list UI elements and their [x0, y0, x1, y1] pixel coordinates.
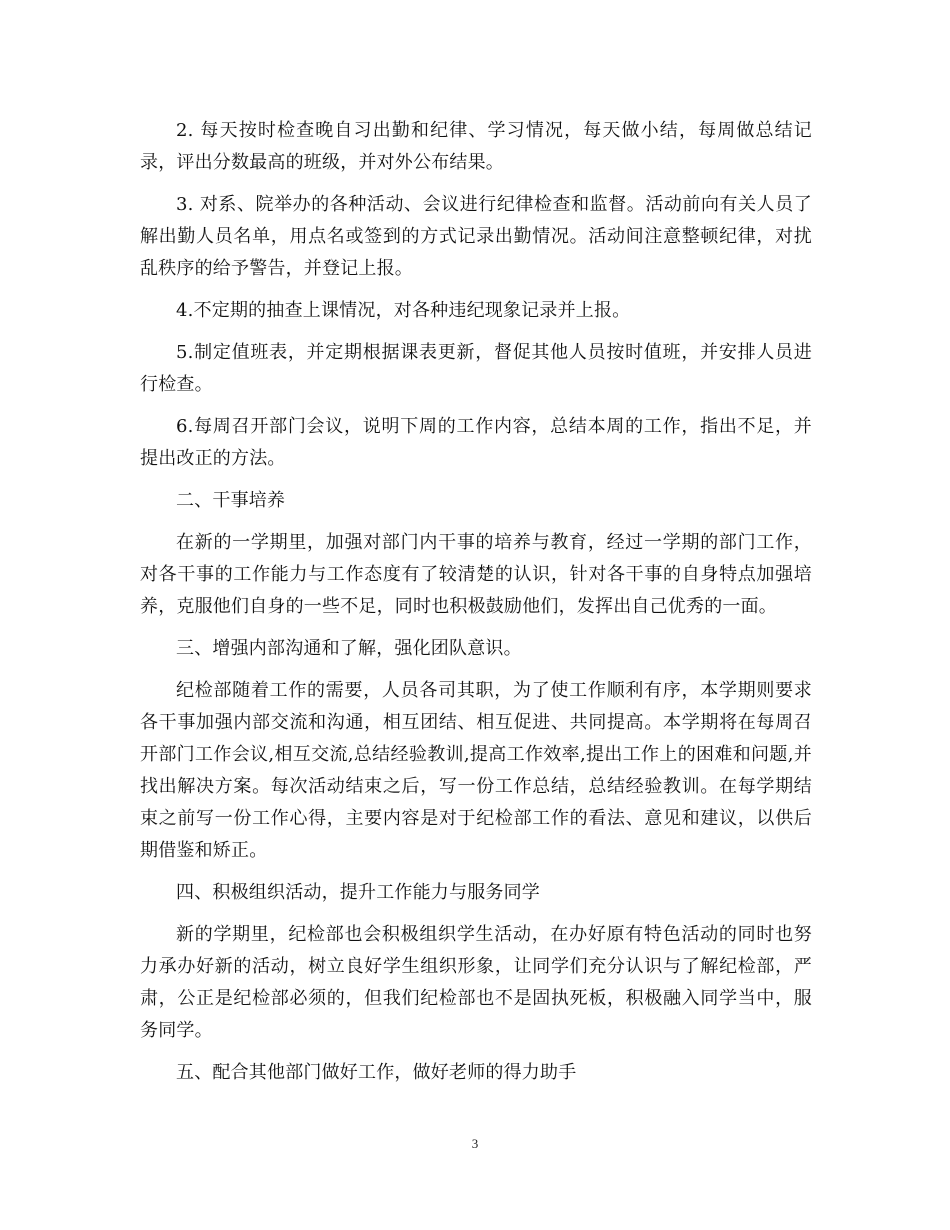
section-heading-3: 三、增强内部沟通和了解，强化团队意识。 [176, 638, 522, 659]
paragraph-item-3: 3. 对系、院举办的各种活动、会议进行纪律检查和监督。活动前向有关人员了解出勤人员名单，用点名或签到的方式记录出勤情况。活动间注意整顿纪律，对扰乱秩序的给予警告，并登记上报。 [140, 194, 812, 279]
page-number: 3 [471, 1136, 479, 1151]
paragraph-item-2: 2. 每天按时检查晚自习出勤和纪律、学习情况，每天做小结，每周做总结记录，评出分数最高的班级，并对外公布结果。 [140, 120, 812, 173]
document-body [140, 115, 812, 1099]
section-heading-4: 四、积极组织活动，提升工作能力与服务同学 [176, 882, 540, 903]
section-body-2: 在新的一学期里，加强对部门内干事的培养与教育，经过一学期的部门工作，对各干事的工作能力与工作态度有了较清楚的认识，针对各干事的自身特点加强培养，克服他们自身的一些不足，同时也积极鼓励他们，发挥出自己优秀的一面。 [140, 532, 812, 617]
section-heading-2: 二、干事培养 [176, 490, 286, 511]
paragraph-item-5: 5.制定值班表，并定期根据课表更新，督促其他人员按时值班，并安排人员进行检查。 [140, 342, 812, 395]
section-heading-5: 五、配合其他部门做好工作，做好老师的得力助手 [176, 1062, 577, 1083]
section-body-4: 新的学期里，纪检部也会积极组织学生活动，在办好原有特色活动的同时也努力承办好新的活动，树立良好学生组织形象，让同学们充分认识与了解纪检部，严肃，公正是纪检部必须的，但我们纪检部也不是固执死板，积极融入同学当中，服务同学。 [140, 924, 812, 1041]
paragraph-item-6: 6.每周召开部门会议，说明下周的工作内容，总结本周的工作，指出不足，并提出改正的方法。 [140, 416, 812, 469]
paragraph-item-4: 4.不定期的抽查上课情况，对各种违纪现象记录并上报。 [176, 300, 631, 321]
section-body-3: 纪检部随着工作的需要，人员各司其职，为了使工作顺利有序，本学期则要求各干事加强内部交流和沟通，相互团结、相互促进、共同提高。本学期将在每周召开部门工作会议,相互交流,总结经验教训,提高工作效率,提出工作上的困难和问题,并找出解决方案。每次活动结束之后，写一份工作总结，总结经验教训。在每学期结束之前写一份工作心得，主要内容是对于纪检部工作的看法、意见和建议，以供后期借鉴和矫正。 [140, 680, 812, 861]
